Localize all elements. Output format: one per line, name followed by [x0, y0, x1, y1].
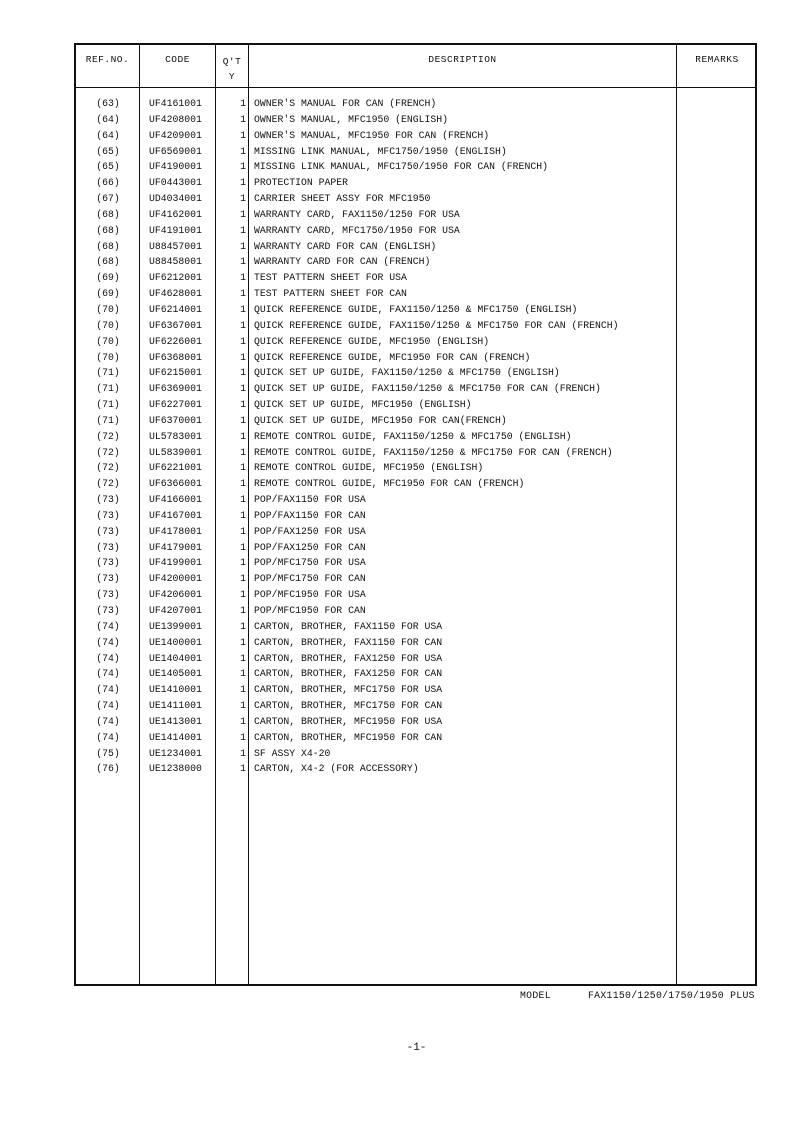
page-number: -1-: [406, 1042, 427, 1054]
description-cell: POP/MFC1950 FOR CAN: [254, 605, 366, 616]
qty-cell: 1: [240, 462, 246, 474]
qty-cell: 1: [240, 129, 246, 141]
description-cell: CARTON, BROTHER, FAX1250 FOR USA: [254, 652, 443, 664]
ref-no-cell: (68): [96, 240, 120, 252]
table-row: [76, 128, 755, 144]
qty-cell: 1: [240, 272, 246, 284]
qty-cell: 1: [240, 367, 246, 379]
code-cell: UF6215001: [149, 367, 202, 379]
description-cell: REMOTE CONTROL GUIDE, MFC1950 (ENGLISH): [254, 462, 484, 474]
description-cell: POP/MFC1750 FOR USA: [254, 557, 366, 569]
description-cell: POP/FAX1150 FOR CAN: [254, 509, 366, 521]
table-row: [76, 239, 755, 255]
qty-cell: 1: [240, 541, 246, 553]
description-cell: POP/FAX1250 FOR USA: [254, 525, 366, 537]
qty-cell: 1: [240, 620, 246, 632]
qty-cell: 1: [240, 605, 246, 616]
header-description: DESCRIPTION: [428, 54, 497, 65]
description-cell: POP/FAX1250 FOR CAN: [254, 541, 366, 553]
qty-cell: 1: [240, 589, 246, 601]
parts-list-table: [74, 43, 757, 986]
qty-cell: 1: [240, 177, 246, 189]
description-cell: OWNER'S MANUAL FOR CAN (FRENCH): [254, 98, 437, 109]
model-label: MODEL: [520, 990, 551, 1001]
code-cell: UF4166001: [149, 494, 202, 506]
ref-no-cell: (71): [96, 414, 120, 426]
qty-cell: 1: [240, 747, 246, 759]
ref-no-cell: (67): [96, 193, 120, 205]
description-cell: CARTON, BROTHER, FAX1250 FOR CAN: [254, 668, 443, 680]
table-row: [76, 350, 755, 366]
description-cell: QUICK REFERENCE GUIDE, MFC1950 (ENGLISH): [254, 335, 490, 347]
qty-cell: 1: [240, 509, 246, 521]
code-cell: UE1410001: [149, 684, 202, 696]
qty-cell: 1: [240, 351, 246, 363]
qty-cell: 1: [240, 715, 246, 727]
ref-no-cell: (65): [96, 161, 120, 173]
qty-cell: 1: [240, 319, 246, 331]
code-cell: UF4190001: [149, 161, 202, 173]
table-row: [76, 746, 755, 762]
ref-no-cell: (66): [96, 177, 120, 189]
table-row: [76, 175, 755, 191]
ref-no-cell: (68): [96, 208, 120, 220]
table-row: [76, 587, 755, 603]
code-cell: UF6366001: [149, 478, 202, 490]
code-cell: UF4628001: [149, 288, 202, 300]
ref-no-cell: (70): [96, 319, 120, 331]
code-cell: UL5839001: [149, 446, 202, 458]
qty-cell: 1: [240, 494, 246, 506]
code-cell: UF6226001: [149, 335, 202, 347]
ref-no-cell: (64): [96, 129, 120, 141]
table-row: [76, 191, 755, 207]
ref-no-cell: (71): [96, 367, 120, 379]
table-row: [76, 619, 755, 635]
header-divider: [76, 87, 755, 88]
model-value: FAX1150/1250/1750/1950 PLUS: [587, 990, 755, 1001]
description-cell: QUICK SET UP GUIDE, MFC1950 FOR CAN(FRENCH): [254, 414, 507, 426]
code-cell: UF4161001: [149, 98, 202, 109]
qty-cell: 1: [240, 700, 246, 712]
qty-cell: 1: [240, 573, 246, 585]
table-row: [76, 254, 755, 270]
ref-no-cell: (74): [96, 700, 120, 712]
qty-cell: 1: [240, 636, 246, 648]
description-cell: QUICK REFERENCE GUIDE, FAX1150/1250 & MFC1750 (ENGLISH): [254, 303, 578, 315]
table-row: [76, 207, 755, 223]
table-row: [76, 365, 755, 381]
qty-cell: 1: [240, 684, 246, 696]
description-cell: MISSING LINK MANUAL, MFC1750/1950 (ENGLISH): [254, 145, 507, 157]
code-cell: UF4209001: [149, 129, 202, 141]
code-cell: UF6369001: [149, 383, 202, 395]
ref-no-cell: (73): [96, 589, 120, 601]
table-row: [76, 714, 755, 730]
qty-cell: 1: [240, 98, 246, 109]
code-cell: UF4199001: [149, 557, 202, 569]
description-cell: QUICK SET UP GUIDE, FAX1150/1250 & MFC1750 (ENGLISH): [254, 367, 560, 379]
code-cell: UE1405001: [149, 668, 202, 680]
qty-cell: 1: [240, 145, 246, 157]
qty-cell: 1: [240, 652, 246, 664]
code-cell: UF6227001: [149, 399, 202, 411]
description-cell: CARTON, X4-2 (FOR ACCESSORY): [254, 763, 419, 775]
ref-no-cell: (71): [96, 399, 120, 411]
header-remarks: REMARKS: [695, 54, 739, 65]
code-cell: UF4208001: [149, 113, 202, 125]
table-row: [76, 159, 755, 175]
qty-cell: 1: [240, 668, 246, 680]
ref-no-cell: (75): [96, 747, 120, 759]
header-qty-line2: Y: [228, 71, 236, 82]
code-cell: UF6214001: [149, 303, 202, 315]
ref-no-cell: (63): [96, 98, 120, 109]
table-row: [76, 682, 755, 698]
code-cell: U88457001: [149, 240, 202, 252]
ref-no-cell: (73): [96, 509, 120, 521]
code-cell: UE1411001: [149, 700, 202, 712]
ref-no-cell: (70): [96, 303, 120, 315]
table-row: [76, 270, 755, 286]
description-cell: POP/FAX1150 FOR USA: [254, 494, 366, 506]
ref-no-cell: (74): [96, 684, 120, 696]
table-row: [76, 112, 755, 128]
table-row: [76, 96, 755, 112]
qty-cell: 1: [240, 224, 246, 236]
description-cell: WARRANTY CARD FOR CAN (ENGLISH): [254, 240, 437, 252]
code-cell: UL5783001: [149, 430, 202, 442]
ref-no-cell: (74): [96, 715, 120, 727]
code-cell: UF0443001: [149, 177, 202, 189]
qty-cell: 1: [240, 208, 246, 220]
qty-cell: 1: [240, 256, 246, 268]
qty-cell: 1: [240, 414, 246, 426]
description-cell: WARRANTY CARD, MFC1750/1950 FOR USA: [254, 224, 460, 236]
description-cell: OWNER'S MANUAL, MFC1950 FOR CAN (FRENCH): [254, 129, 490, 141]
ref-no-cell: (74): [96, 620, 120, 632]
table-row: [76, 635, 755, 651]
ref-no-cell: (73): [96, 557, 120, 569]
table-row: [76, 286, 755, 302]
ref-no-cell: (74): [96, 668, 120, 680]
table-row: [76, 761, 755, 777]
table-row: [76, 492, 755, 508]
code-cell: UF6569001: [149, 145, 202, 157]
description-cell: MISSING LINK MANUAL, MFC1750/1950 FOR CAN (FRENCH): [254, 161, 548, 173]
description-cell: CARTON, BROTHER, MFC1950 FOR CAN: [254, 731, 443, 743]
description-cell: QUICK REFERENCE GUIDE, FAX1150/1250 & MFC1750 FOR CAN (FRENCH): [254, 319, 619, 331]
ref-no-cell: (64): [96, 113, 120, 125]
ref-no-cell: (72): [96, 462, 120, 474]
code-cell: UE1234001: [149, 747, 202, 759]
ref-no-cell: (73): [96, 605, 120, 616]
description-cell: CARTON, BROTHER, FAX1150 FOR USA: [254, 620, 443, 632]
table-row: [76, 666, 755, 682]
ref-no-cell: (73): [96, 525, 120, 537]
description-cell: POP/MFC1750 FOR CAN: [254, 573, 366, 585]
ref-no-cell: (74): [96, 636, 120, 648]
description-cell: WARRANTY CARD, FAX1150/1250 FOR USA: [254, 208, 460, 220]
table-row: [76, 571, 755, 587]
ref-no-cell: (69): [96, 288, 120, 300]
description-cell: REMOTE CONTROL GUIDE, MFC1950 FOR CAN (FRENCH): [254, 478, 525, 490]
qty-cell: 1: [240, 478, 246, 490]
code-cell: UE1238000: [149, 763, 202, 775]
qty-cell: 1: [240, 731, 246, 743]
description-cell: QUICK SET UP GUIDE, MFC1950 (ENGLISH): [254, 399, 472, 411]
qty-cell: 1: [240, 303, 246, 315]
qty-cell: 1: [240, 763, 246, 775]
code-cell: UE1404001: [149, 652, 202, 664]
description-cell: TEST PATTERN SHEET FOR USA: [254, 272, 407, 284]
code-cell: UF6370001: [149, 414, 202, 426]
ref-no-cell: (74): [96, 652, 120, 664]
description-cell: TEST PATTERN SHEET FOR CAN: [254, 288, 407, 300]
table-row: [76, 381, 755, 397]
code-cell: UF6212001: [149, 272, 202, 284]
description-cell: CARRIER SHEET ASSY FOR MFC1950: [254, 193, 431, 205]
table-row: [76, 508, 755, 524]
qty-cell: 1: [240, 446, 246, 458]
qty-cell: 1: [240, 240, 246, 252]
ref-no-cell: (73): [96, 573, 120, 585]
code-cell: UE1414001: [149, 731, 202, 743]
ref-no-cell: (70): [96, 335, 120, 347]
header-ref-no: REF.NO.: [85, 54, 130, 65]
description-cell: WARRANTY CARD FOR CAN (FRENCH): [254, 256, 431, 268]
table-row: [76, 397, 755, 413]
table-row: [76, 460, 755, 476]
table-row: [76, 603, 755, 619]
table-row: [76, 223, 755, 239]
header-qty-line1: Q'T: [222, 56, 242, 67]
description-cell: CARTON, BROTHER, MFC1750 FOR CAN: [254, 700, 443, 712]
table-row: [76, 413, 755, 429]
table-row: [76, 524, 755, 540]
ref-no-cell: (73): [96, 494, 120, 506]
description-cell: QUICK REFERENCE GUIDE, MFC1950 FOR CAN (FRENCH): [254, 351, 531, 363]
table-row: [76, 730, 755, 746]
code-cell: UF6367001: [149, 319, 202, 331]
table-body: [76, 96, 755, 777]
code-cell: UF4179001: [149, 541, 202, 553]
code-cell: UF6221001: [149, 462, 202, 474]
qty-cell: 1: [240, 193, 246, 205]
code-cell: UF4178001: [149, 525, 202, 537]
description-cell: REMOTE CONTROL GUIDE, FAX1150/1250 & MFC1750 (ENGLISH): [254, 430, 572, 442]
qty-cell: 1: [240, 557, 246, 569]
table-row: [76, 318, 755, 334]
header-code: CODE: [165, 54, 190, 65]
qty-cell: 1: [240, 161, 246, 173]
qty-cell: 1: [240, 335, 246, 347]
ref-no-cell: (76): [96, 763, 120, 775]
description-cell: QUICK SET UP GUIDE, FAX1150/1250 & MFC1750 FOR CAN (FRENCH): [254, 383, 601, 395]
table-row: [76, 698, 755, 714]
table-row: [76, 540, 755, 556]
ref-no-cell: (69): [96, 272, 120, 284]
qty-cell: 1: [240, 399, 246, 411]
ref-no-cell: (68): [96, 256, 120, 268]
qty-cell: 1: [240, 113, 246, 125]
ref-no-cell: (71): [96, 383, 120, 395]
description-cell: PROTECTION PAPER: [254, 177, 349, 189]
ref-no-cell: (65): [96, 145, 120, 157]
ref-no-cell: (72): [96, 430, 120, 442]
ref-no-cell: (72): [96, 446, 120, 458]
table-row: [76, 476, 755, 492]
code-cell: U88458001: [149, 256, 202, 268]
qty-cell: 1: [240, 288, 246, 300]
ref-no-cell: (74): [96, 731, 120, 743]
code-cell: UE1400001: [149, 636, 202, 648]
table-row: [76, 555, 755, 571]
qty-cell: 1: [240, 525, 246, 537]
description-cell: REMOTE CONTROL GUIDE, FAX1150/1250 & MFC1750 FOR CAN (FRENCH): [254, 446, 613, 458]
description-cell: SF ASSY X4-20: [254, 747, 331, 759]
table-row: [76, 334, 755, 350]
ref-no-cell: (68): [96, 224, 120, 236]
description-cell: CARTON, BROTHER, MFC1750 FOR USA: [254, 684, 443, 696]
header-qty: [216, 54, 248, 84]
code-cell: UF6368001: [149, 351, 202, 363]
table-row: [76, 302, 755, 318]
table-row: [76, 445, 755, 461]
code-cell: UE1399001: [149, 620, 202, 632]
qty-cell: 1: [240, 430, 246, 442]
model-line: [520, 990, 755, 1001]
code-cell: UF4206001: [149, 589, 202, 601]
code-cell: UF4162001: [149, 208, 202, 220]
ref-no-cell: (73): [96, 541, 120, 553]
qty-cell: 1: [240, 383, 246, 395]
table-row: [76, 429, 755, 445]
description-cell: OWNER'S MANUAL, MFC1950 (ENGLISH): [254, 113, 449, 125]
description-cell: POP/MFC1950 FOR USA: [254, 589, 366, 601]
table-row: [76, 144, 755, 160]
code-cell: UD4034001: [149, 193, 202, 205]
table-row: [76, 651, 755, 667]
code-cell: UE1413001: [149, 715, 202, 727]
code-cell: UF4191001: [149, 224, 202, 236]
ref-no-cell: (72): [96, 478, 120, 490]
code-cell: UF4167001: [149, 509, 202, 521]
description-cell: CARTON, BROTHER, MFC1950 FOR USA: [254, 715, 443, 727]
code-cell: UF4200001: [149, 573, 202, 585]
description-cell: CARTON, BROTHER, FAX1150 FOR CAN: [254, 636, 443, 648]
code-cell: UF4207001: [149, 605, 202, 616]
ref-no-cell: (70): [96, 351, 120, 363]
